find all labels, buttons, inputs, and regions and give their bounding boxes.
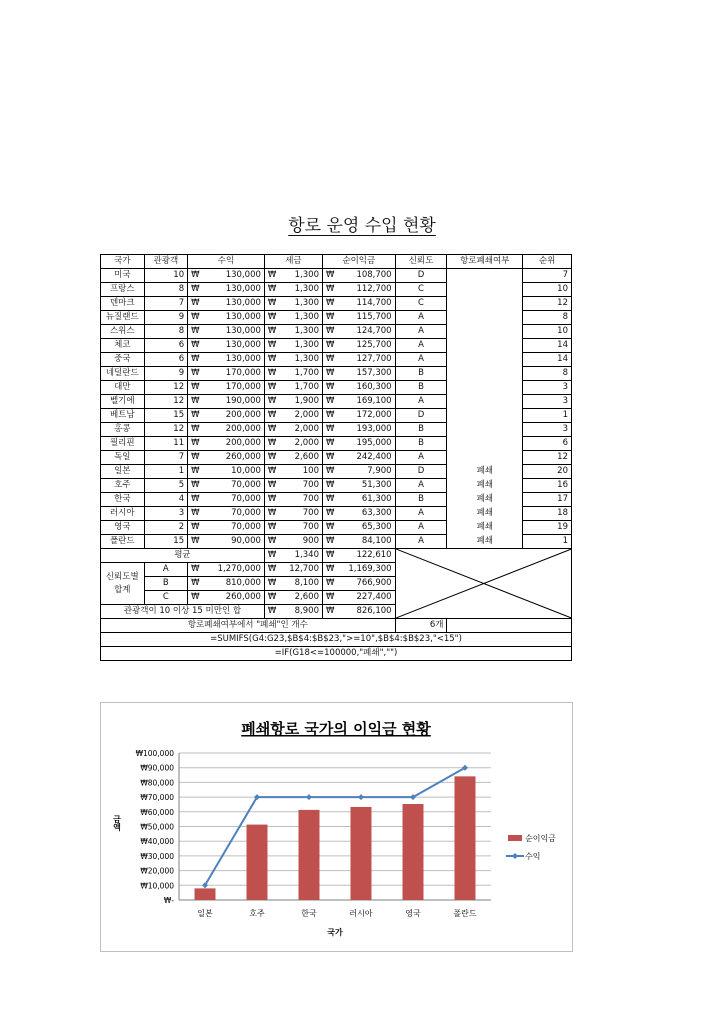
trust-cell: A: [395, 451, 447, 465]
group-label: 신뢰도별 합계: [101, 563, 145, 605]
tourists-cell: 7: [144, 451, 188, 465]
y-tick-label: ₩60,000: [140, 807, 174, 817]
country-cell: 러시아: [101, 507, 145, 521]
net-cell: ₩ 115,700: [322, 311, 395, 325]
closed-count-label: 항로폐쇄여부에서 "폐쇄"인 개수: [101, 619, 396, 633]
trust-cell: B: [395, 423, 447, 437]
x-tick-label: 영국: [405, 909, 421, 918]
trust-cell: C: [395, 283, 447, 297]
x-tick-label: 폴란드: [453, 909, 477, 918]
rank-cell: 19: [523, 521, 572, 535]
tourists-cell: 10: [144, 269, 188, 283]
group-grade: B: [144, 577, 188, 591]
net-cell: ₩ 195,000: [322, 437, 395, 451]
closed-cell: 폐쇄: [447, 465, 523, 479]
tourists-cell: 11: [144, 437, 188, 451]
crossed-out-cell: [395, 549, 571, 619]
country-cell: 폴란드: [101, 535, 145, 549]
group-grade: C: [144, 591, 188, 605]
net-cell: ₩ 63,300: [322, 507, 395, 521]
country-cell: 홍콩: [101, 423, 145, 437]
net-cell: ₩ 124,700: [322, 325, 395, 339]
net-cell: ₩ 114,700: [322, 297, 395, 311]
chart: [101, 703, 572, 951]
closed-cell: [447, 339, 523, 353]
country-cell: 독일: [101, 451, 145, 465]
revenue-cell: ₩ 10,000: [188, 465, 265, 479]
country-cell: 호주: [101, 479, 145, 493]
trust-cell: D: [395, 269, 447, 283]
tourists-cell: 8: [144, 325, 188, 339]
legend-label: 수익: [525, 852, 541, 861]
revenue-cell: ₩ 130,000: [188, 311, 265, 325]
table-row: [101, 283, 572, 297]
tourists-cell: 8: [144, 283, 188, 297]
table-row: [101, 409, 572, 423]
country-cell: 일본: [101, 465, 145, 479]
net-cell: ₩ 160,300: [322, 381, 395, 395]
closed-cell: [447, 367, 523, 381]
y-tick-label: ₩50,000: [140, 822, 174, 832]
closed-cell: [447, 353, 523, 367]
trust-cell: A: [395, 507, 447, 521]
tax-cell: ₩ 2,000: [264, 437, 322, 451]
table-row: [101, 367, 572, 381]
revenue-cell: ₩ 70,000: [188, 479, 265, 493]
chart-container: [100, 702, 573, 952]
revenue-cell: ₩ 130,000: [188, 325, 265, 339]
revenue-table: [100, 254, 572, 661]
table-row: [101, 535, 572, 549]
closed-cell: 폐쇄: [447, 479, 523, 493]
trust-cell: B: [395, 437, 447, 451]
tourists-cell: 6: [144, 339, 188, 353]
column-header: 순이익금: [322, 255, 395, 269]
y-axis-label: 금액: [112, 815, 122, 831]
group-net: ₩ 1,169,300: [322, 563, 395, 577]
net-cell: ₩ 125,700: [322, 339, 395, 353]
group-grade: A: [144, 563, 188, 577]
range-sum-tax: ₩ 8,900: [264, 605, 322, 619]
group-net: ₩ 766,900: [322, 577, 395, 591]
chart-title: 폐쇄항로 국가의 이익금 현황: [241, 720, 431, 738]
net-cell: ₩ 157,300: [322, 367, 395, 381]
trust-cell: B: [395, 381, 447, 395]
revenue-cell: ₩ 200,000: [188, 423, 265, 437]
table-row: [101, 507, 572, 521]
column-header: 신뢰도: [395, 255, 447, 269]
rank-cell: 20: [523, 465, 572, 479]
net-cell: ₩ 108,700: [322, 269, 395, 283]
closed-cell: [447, 283, 523, 297]
line-marker: [306, 794, 312, 800]
tourists-cell: 2: [144, 521, 188, 535]
trust-cell: A: [395, 521, 447, 535]
tax-cell: ₩ 1,300: [264, 297, 322, 311]
table-row: [101, 339, 572, 353]
tax-cell: ₩ 1,300: [264, 283, 322, 297]
country-cell: 프랑스: [101, 283, 145, 297]
table-row: [101, 311, 572, 325]
rank-cell: 17: [523, 493, 572, 507]
table-row: [101, 479, 572, 493]
trust-cell: A: [395, 395, 447, 409]
revenue-cell: ₩ 260,000: [188, 451, 265, 465]
tax-cell: ₩ 1,700: [264, 367, 322, 381]
x-axis-label: 국가: [327, 928, 343, 937]
tourists-cell: 15: [144, 535, 188, 549]
table-row: [101, 325, 572, 339]
net-cell: ₩ 172,000: [322, 409, 395, 423]
column-header: 항로폐쇄여부: [447, 255, 523, 269]
rank-cell: 18: [523, 507, 572, 521]
trust-cell: B: [395, 493, 447, 507]
group-tax: ₩ 2,600: [264, 591, 322, 605]
x-tick-label: 일본: [197, 909, 213, 918]
closed-cell: [447, 381, 523, 395]
rank-cell: 8: [523, 311, 572, 325]
y-tick-label: ₩30,000: [140, 851, 174, 861]
closed-cell: 폐쇄: [447, 493, 523, 507]
range-sum-net: ₩ 826,100: [322, 605, 395, 619]
tax-cell: ₩ 1,300: [264, 311, 322, 325]
revenue-cell: ₩ 190,000: [188, 395, 265, 409]
column-header: 국가: [101, 255, 145, 269]
formula-row-1: [101, 633, 572, 647]
rank-cell: 10: [523, 325, 572, 339]
net-cell: ₩ 193,000: [322, 423, 395, 437]
net-cell: ₩ 65,300: [322, 521, 395, 535]
y-tick-label: ₩80,000: [140, 778, 174, 788]
column-header: 수익: [188, 255, 265, 269]
table-row: [101, 451, 572, 465]
revenue-cell: ₩ 70,000: [188, 493, 265, 507]
country-cell: 뉴질랜드: [101, 311, 145, 325]
rank-cell: 1: [523, 409, 572, 423]
country-cell: 대만: [101, 381, 145, 395]
table-row: [101, 297, 572, 311]
group-net: ₩ 227,400: [322, 591, 395, 605]
tourists-cell: 9: [144, 311, 188, 325]
column-header: 세금: [264, 255, 322, 269]
rank-cell: 12: [523, 297, 572, 311]
rank-cell: 10: [523, 283, 572, 297]
tax-cell: ₩ 1,900: [264, 395, 322, 409]
trust-cell: A: [395, 339, 447, 353]
closed-count-value: 6개: [395, 619, 447, 633]
tax-cell: ₩ 2,000: [264, 409, 322, 423]
legend-swatch-bar: [508, 835, 522, 841]
y-tick-label: ₩20,000: [140, 866, 174, 876]
trust-cell: D: [395, 465, 447, 479]
table-row: [101, 353, 572, 367]
tax-cell: ₩ 900: [264, 535, 322, 549]
header-row: [101, 255, 572, 269]
revenue-cell: ₩ 170,000: [188, 367, 265, 381]
net-cell: ₩ 169,100: [322, 395, 395, 409]
group-tax: ₩ 8,100: [264, 577, 322, 591]
rank-cell: 3: [523, 381, 572, 395]
column-header: 순위: [523, 255, 572, 269]
group-revenue: ₩ 810,000: [188, 577, 265, 591]
formula-row-2: [101, 647, 572, 661]
bar: [403, 804, 424, 900]
bar: [299, 810, 320, 900]
net-cell: ₩ 112,700: [322, 283, 395, 297]
tourists-cell: 6: [144, 353, 188, 367]
revenue-cell: ₩ 130,000: [188, 283, 265, 297]
country-cell: 미국: [101, 269, 145, 283]
revenue-cell: ₩ 70,000: [188, 521, 265, 535]
range-sum-label: 관광객이 10 이상 15 미만인 합: [101, 605, 265, 619]
rank-cell: 3: [523, 395, 572, 409]
tax-cell: ₩ 700: [264, 479, 322, 493]
bar: [195, 888, 216, 900]
group-revenue: ₩ 260,000: [188, 591, 265, 605]
bar: [455, 776, 476, 900]
revenue-cell: ₩ 200,000: [188, 437, 265, 451]
tourists-cell: 15: [144, 409, 188, 423]
column-header: 관광객: [144, 255, 188, 269]
tourists-cell: 4: [144, 493, 188, 507]
trust-cell: A: [395, 535, 447, 549]
tax-cell: ₩ 2,600: [264, 451, 322, 465]
blank-cell: [447, 619, 572, 633]
tourists-cell: 9: [144, 367, 188, 381]
net-cell: ₩ 7,900: [322, 465, 395, 479]
net-cell: ₩ 127,700: [322, 353, 395, 367]
closed-cell: [447, 269, 523, 283]
x-tick-label: 호주: [249, 909, 265, 918]
rank-cell: 14: [523, 353, 572, 367]
table-row: [101, 395, 572, 409]
y-tick-label: ₩100,000: [135, 749, 174, 758]
group-tax: ₩ 12,700: [264, 563, 322, 577]
average-row: [101, 549, 572, 563]
tourists-cell: 5: [144, 479, 188, 493]
closed-cell: 폐쇄: [447, 535, 523, 549]
page-title: 항로 운영 수입 현황: [288, 216, 436, 236]
average-tax: ₩ 1,340: [264, 549, 322, 563]
y-tick-label: ₩40,000: [140, 837, 174, 847]
table-row: [101, 493, 572, 507]
closed-cell: [447, 297, 523, 311]
revenue-cell: ₩ 70,000: [188, 507, 265, 521]
group-revenue: ₩ 1,270,000: [188, 563, 265, 577]
tourists-cell: 1: [144, 465, 188, 479]
trust-cell: B: [395, 367, 447, 381]
legend-marker: [512, 853, 518, 859]
bar: [247, 825, 268, 900]
formula-sumifs: =SUMIFS(G4:G23,$B$4:$B$23,">=10",$B$4:$B$23,"<15"): [101, 633, 572, 647]
tourists-cell: 12: [144, 423, 188, 437]
rank-cell: 7: [523, 269, 572, 283]
tourists-cell: 12: [144, 395, 188, 409]
y-tick-label: ₩70,000: [140, 793, 174, 803]
tax-cell: ₩ 1,300: [264, 339, 322, 353]
net-cell: ₩ 242,400: [322, 451, 395, 465]
revenue-cell: ₩ 130,000: [188, 297, 265, 311]
net-cell: ₩ 61,300: [322, 493, 395, 507]
closed-cell: 폐쇄: [447, 521, 523, 535]
tax-cell: ₩ 700: [264, 521, 322, 535]
y-tick-label: ₩-: [163, 896, 174, 905]
line-marker: [358, 794, 364, 800]
revenue-cell: ₩ 90,000: [188, 535, 265, 549]
revenue-cell: ₩ 130,000: [188, 269, 265, 283]
rank-cell: 14: [523, 339, 572, 353]
revenue-cell: ₩ 200,000: [188, 409, 265, 423]
y-tick-label: ₩90,000: [140, 763, 174, 773]
legend-label: 순이익금: [525, 834, 556, 843]
rank-cell: 3: [523, 423, 572, 437]
closed-cell: [447, 395, 523, 409]
country-cell: 체코: [101, 339, 145, 353]
revenue-cell: ₩ 130,000: [188, 339, 265, 353]
rank-cell: 1: [523, 535, 572, 549]
country-cell: 덴마크: [101, 297, 145, 311]
closed-cell: 폐쇄: [447, 507, 523, 521]
closed-cell: [447, 437, 523, 451]
rank-cell: 16: [523, 479, 572, 493]
rank-cell: 12: [523, 451, 572, 465]
tax-cell: ₩ 700: [264, 507, 322, 521]
tax-cell: ₩ 1,700: [264, 381, 322, 395]
revenue-cell: ₩ 170,000: [188, 381, 265, 395]
closed-cell: [447, 311, 523, 325]
trust-cell: A: [395, 311, 447, 325]
country-cell: 스위스: [101, 325, 145, 339]
formula-if: =IF(G18<=100000,"폐쇄",""): [101, 647, 572, 661]
tax-cell: ₩ 1,300: [264, 353, 322, 367]
rank-cell: 8: [523, 367, 572, 381]
rank-cell: 6: [523, 437, 572, 451]
closed-cell: [447, 409, 523, 423]
x-tick-label: 한국: [301, 909, 317, 918]
tourists-cell: 3: [144, 507, 188, 521]
trust-cell: A: [395, 353, 447, 367]
net-cell: ₩ 51,300: [322, 479, 395, 493]
bar: [351, 807, 372, 900]
table-row: [101, 465, 572, 479]
country-cell: 한국: [101, 493, 145, 507]
country-cell: 벨기에: [101, 395, 145, 409]
closed-cell: [447, 325, 523, 339]
country-cell: 영국: [101, 521, 145, 535]
tax-cell: ₩ 2,000: [264, 423, 322, 437]
table-row: [101, 269, 572, 283]
country-cell: 중국: [101, 353, 145, 367]
table-row: [101, 437, 572, 451]
x-tick-label: 러시아: [349, 909, 373, 918]
tax-cell: ₩ 100: [264, 465, 322, 479]
trust-cell: D: [395, 409, 447, 423]
trust-cell: C: [395, 297, 447, 311]
tax-cell: ₩ 700: [264, 493, 322, 507]
tax-cell: ₩ 1,300: [264, 269, 322, 283]
revenue-cell: ₩ 130,000: [188, 353, 265, 367]
tourists-cell: 12: [144, 381, 188, 395]
trust-cell: A: [395, 479, 447, 493]
closed-cell: [447, 423, 523, 437]
trust-cell: A: [395, 325, 447, 339]
average-label: 평균: [101, 549, 265, 563]
net-cell: ₩ 84,100: [322, 535, 395, 549]
table-row: [101, 521, 572, 535]
tourists-cell: 7: [144, 297, 188, 311]
average-net: ₩ 122,610: [322, 549, 395, 563]
y-tick-label: ₩10,000: [140, 881, 174, 891]
table-row: [101, 381, 572, 395]
table-row: [101, 423, 572, 437]
closed-cell: [447, 451, 523, 465]
country-cell: 베트남: [101, 409, 145, 423]
closed-count-row: [101, 619, 572, 633]
country-cell: 필리핀: [101, 437, 145, 451]
country-cell: 네덜란드: [101, 367, 145, 381]
tax-cell: ₩ 1,300: [264, 325, 322, 339]
